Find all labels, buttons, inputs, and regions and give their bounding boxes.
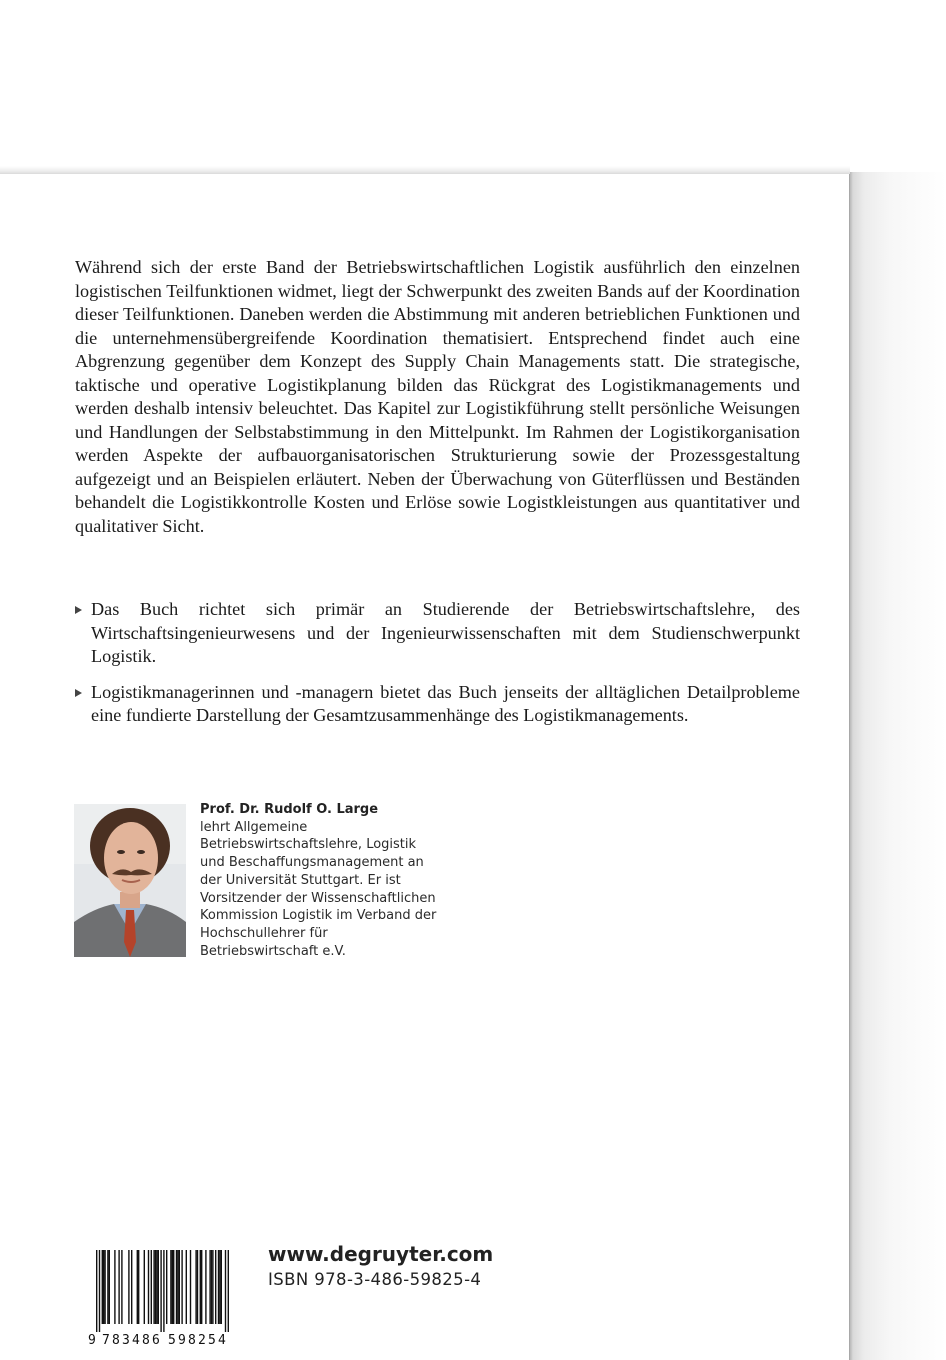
barcode-bar [104, 1250, 105, 1324]
barcode-bar [170, 1250, 171, 1324]
barcode-digit: 8 [142, 1333, 150, 1346]
barcode-bar [173, 1250, 174, 1324]
barcode-bar [179, 1250, 180, 1324]
barcode-digit: 7 [102, 1333, 110, 1346]
barcode-digit: 8 [188, 1333, 196, 1346]
barcode-bar [215, 1250, 216, 1324]
triangle-bullet-icon [75, 606, 82, 614]
barcode-bar [121, 1250, 122, 1324]
author-name: Prof. Dr. Rudolf O. Large [200, 802, 379, 817]
barcode-bar [103, 1250, 104, 1324]
barcode-digit: 4 [218, 1333, 226, 1346]
barcode-bar [221, 1250, 222, 1324]
barcode-bar [96, 1250, 97, 1332]
page-right-shadow [850, 172, 946, 1360]
barcode-bar [118, 1250, 119, 1324]
barcode-bar [144, 1250, 145, 1324]
barcode-bar [107, 1250, 108, 1324]
barcode-bar [109, 1250, 110, 1324]
barcode-bar [137, 1250, 138, 1324]
author-portrait-icon [74, 804, 186, 957]
barcode-bar [186, 1250, 187, 1324]
bullet-text: Das Buch richtet sich primär an Studierende der Betriebswirtschaftslehre, des Wirtschaftsingenieurwesens und der Ingenieurwissenschaften mit dem Studienschwerpunkt Logistik. [91, 599, 800, 666]
barcode-bar [151, 1250, 152, 1324]
barcode-bar [160, 1250, 161, 1332]
barcode-bar [181, 1250, 182, 1324]
bullet-text: Logistikmanagerinnen und -managern bietet das Buch jenseits der alltäglichen Detailprobleme eine fundierte Darstellung der Gesamtzusammenhänge des Logistikmanagements. [91, 681, 800, 725]
list-item [75, 681, 800, 728]
barcode-digit: 4 [132, 1333, 140, 1346]
barcode-bar [200, 1250, 201, 1324]
barcode-bar [148, 1250, 149, 1324]
barcode-bar [172, 1250, 173, 1324]
barcode-bar [153, 1250, 154, 1324]
barcode-digit: 6 [152, 1333, 160, 1346]
barcode-digit: 8 [112, 1333, 120, 1346]
triangle-bullet-icon [75, 689, 82, 697]
barcode-bar [156, 1250, 157, 1324]
barcode-bar [201, 1250, 202, 1324]
barcode-bar [166, 1250, 167, 1324]
barcode-bar [99, 1250, 100, 1332]
barcode-bar [190, 1250, 191, 1324]
barcode-bar [219, 1250, 220, 1324]
barcode-bar [158, 1250, 159, 1324]
intro-paragraph: Während sich der erste Band der Betriebswirtschaftlichen Logistik ausführlich den einzelnen logistischen Teilfunktionen widmet, liegt der Schwerpunkt des zweiten Bands auf der Koordination dieser Teilfunktionen. Daneben werden die Abstimmung mit anderen betrieblichen Funktionen und die unternehmensübergreifende Koordination thematisiert. Entsprechend findet auch eine Abgrenzung gegenüber dem Konzept des Supply Chain Managements statt. Die strategische, taktische und operative Logistikplanung bilden das Rückgrat des Logistikmanagements und werden deshalb intensiv beleuchtet. Das Kapitel zur Logistikführung stellt persönliche Weisungen und Handlungen der Selbstabstimmung in den Mittelpunkt. Im Rahmen der Logistikorganisation werden Aspekte der aufbauorganisatorischen Strukturierung sowie der Prozessgestaltung aufgezeigt und an Beispielen erläutert. Neben der Überwachung von Güterflüssen und Beständen behandelt die Logistikkontrolle Kosten und Erlöse sowie Logistkleistungen aus quantitativer und qualitativer Sicht. [75, 257, 800, 536]
isbn-number: ISBN 978-3-486-59825-4 [268, 1270, 482, 1289]
barcode-bar [114, 1250, 115, 1324]
barcode-digit: 9 [88, 1333, 96, 1346]
author-bio-block [200, 801, 440, 960]
barcode-bar [212, 1250, 213, 1324]
barcode-bar [211, 1250, 212, 1324]
barcode-bar [176, 1250, 177, 1324]
barcode-bar [205, 1250, 206, 1324]
barcode-bar [225, 1250, 226, 1332]
barcode-bar [131, 1250, 132, 1324]
barcode-bar [218, 1250, 219, 1324]
barcode-icon [84, 1250, 236, 1346]
barcode-digit: 9 [178, 1333, 186, 1346]
barcode-bar [138, 1250, 139, 1324]
barcode-digit: 2 [198, 1333, 206, 1346]
publisher-url[interactable]: www.degruyter.com [268, 1242, 494, 1266]
barcode-bar [128, 1250, 129, 1324]
barcode-bar [209, 1250, 210, 1324]
barcode-bar [155, 1250, 156, 1324]
audience-list [75, 598, 800, 740]
barcode-bar [197, 1250, 198, 1324]
isbn-barcode [84, 1250, 236, 1346]
list-item [75, 598, 800, 669]
barcode-bar [195, 1250, 196, 1324]
author-photo [74, 804, 186, 957]
barcode-bar [177, 1250, 178, 1324]
back-cover-page [0, 174, 850, 1360]
barcode-bar [163, 1250, 164, 1332]
author-bio: lehrt Allgemeine Betriebswirtschaftslehre, Logistik und Beschaffungsmanagement an der Universität Stuttgart. Er ist Vorsitzender der Wissenschaftlichen Kommission Logistik im Verband der Hochschullehrer für Betriebswirtschaft e.V. [200, 819, 437, 959]
barcode-bar [102, 1250, 103, 1324]
barcode-bar [228, 1250, 229, 1332]
barcode-digit: 3 [122, 1333, 130, 1346]
barcode-digit: 5 [168, 1333, 176, 1346]
barcode-digit: 5 [208, 1333, 216, 1346]
